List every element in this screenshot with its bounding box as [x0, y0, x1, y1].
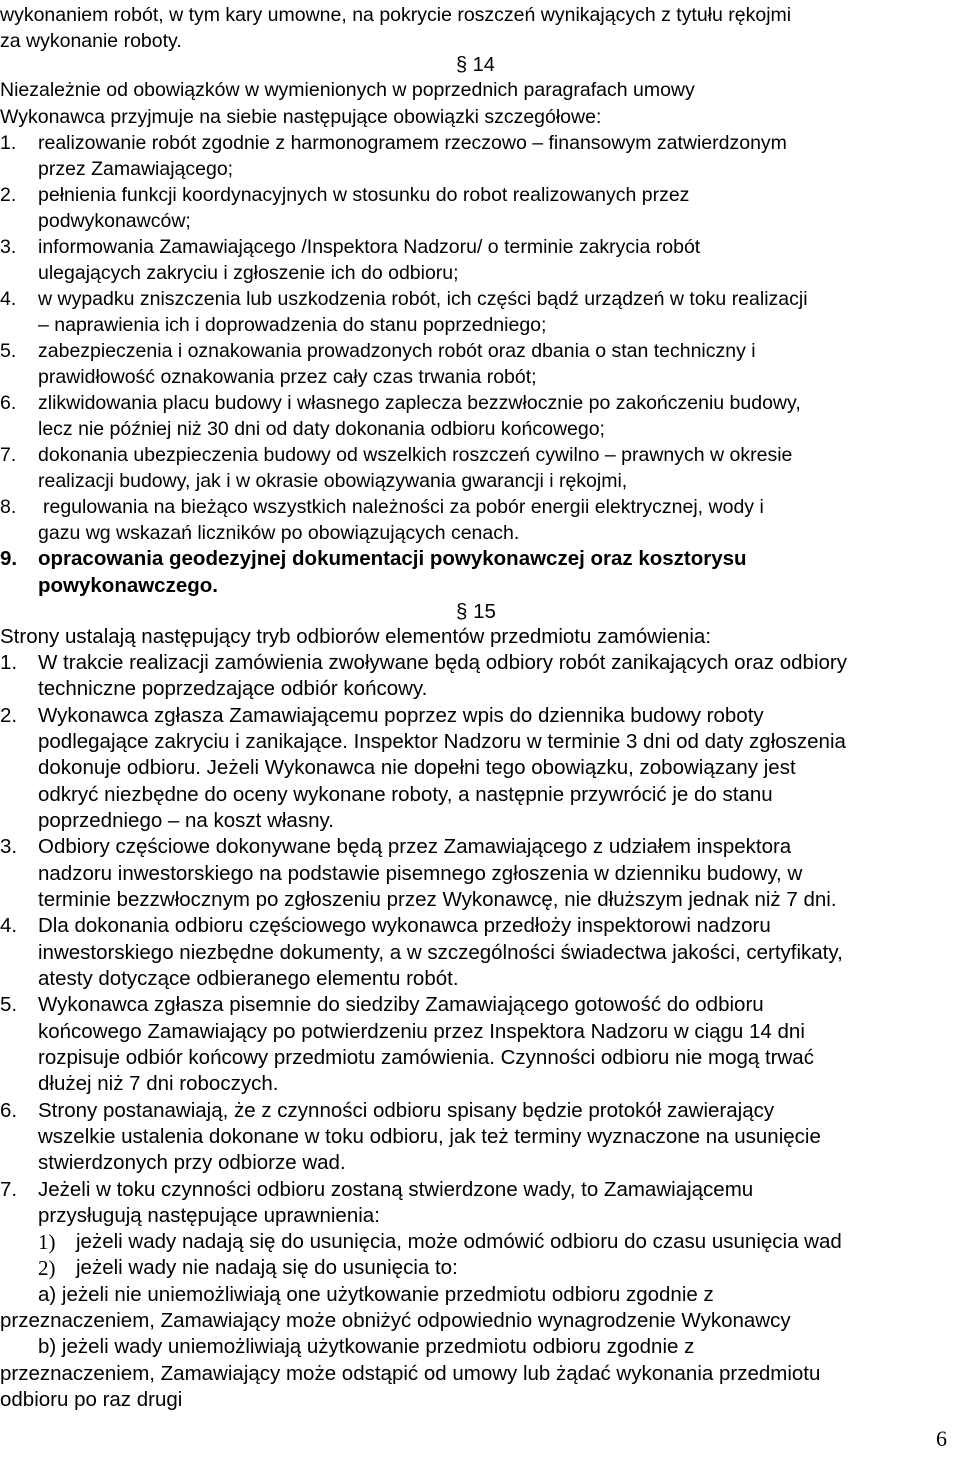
list-item-line: opracowania geodezyjnej dokumentacji powykonawczej oraz kosztorysu	[38, 547, 747, 570]
list-item-line: odkryć niezbędne do oceny wykonane roboty, a następnie przywrócić je do stanu	[38, 783, 773, 806]
list-number: 4.	[0, 914, 18, 937]
sub-b-line: odbioru po raz drugi	[0, 1388, 183, 1411]
list-number: 1.	[0, 132, 17, 154]
list-item-line: wszelkie ustalenia dokonane w toku odbioru, jak też terminy wyznaczone na usunięcie	[38, 1125, 821, 1148]
list-item-line: inwestorskiego niezbędne dokumenty, a w szczególności świadectwa jakości, certyfikaty,	[38, 941, 843, 964]
list-item-line: lecz nie później niż 30 dni od daty dokonania odbioru końcowego;	[38, 418, 605, 440]
list-item-line: nadzoru inwestorskiego na podstawie pisemnego zgłoszenia w dzienniku budowy, w	[38, 862, 803, 885]
sublist-number: 1)	[38, 1230, 56, 1254]
list-item-line: poprzedniego – na koszt własny.	[38, 809, 334, 832]
list-item-line: przysługują następujące uprawnienia:	[38, 1204, 380, 1227]
list-item-line: w wypadku zniszczenia lub uszkodzenia robót, ich części bądź urządzeń w toku realizacji	[38, 288, 808, 310]
list-item-line: podlegające zakryciu i zanikające. Inspektor Nadzoru w terminie 3 dni od daty zgłoszenia	[38, 730, 846, 753]
text-line: wykonaniem robót, w tym kary umowne, na pokrycie roszczeń wynikających z tytułu rękojmi	[0, 4, 792, 26]
list-number: 5.	[0, 340, 17, 362]
list-item-line: techniczne poprzedzające odbiór końcowy.	[38, 677, 428, 700]
sub-a-line: a) jeżeli nie uniemożliwiają one użytkowanie przedmiotu odbioru zgodnie z	[38, 1283, 714, 1306]
list-item-line: prawidłowość oznakowania przez cały czas trwania robót;	[38, 366, 537, 388]
text-line: za wykonanie roboty.	[0, 30, 182, 52]
list-item-line: stwierdzonych przy odbiorze wad.	[38, 1151, 346, 1174]
list-item-line: rozpisuje odbiór końcowy przedmiotu zamówienia. Czynności odbioru nie mogą trwać	[38, 1046, 814, 1069]
intro-line: Strony ustalają następujący tryb odbiorów elementów przedmiotu zamówienia:	[0, 625, 712, 648]
list-item-line: atesty dotyczące odbieranego elementu robót.	[38, 967, 459, 990]
list-item-line: zabezpieczenia i oznakowania prowadzonych robót oraz dbania o stan techniczny i	[38, 340, 756, 362]
sub-b-line: przeznaczeniem, Zamawiający może odstąpić od umowy lub żądać wykonania przedmiotu	[0, 1362, 821, 1385]
list-number: 5.	[0, 993, 18, 1016]
list-item-line: terminie bezzwłocznym po zgłoszeniu przez Wykonawcę, nie dłuższym jednak niż 7 dni.	[38, 888, 837, 911]
list-item-line: ulegających zakryciu i zgłoszenie ich do odbioru;	[38, 262, 459, 284]
list-item-line: gazu wg wskazań liczników po obowiązujących cenach.	[38, 522, 520, 544]
list-number: 7.	[0, 444, 17, 466]
sublist-item: jeżeli wady nie nadają się do usunięcia to:	[76, 1256, 458, 1279]
list-item-line: końcowego Zamawiający po potwierdzeniu przez Inspektora Nadzoru w ciągu 14 dni	[38, 1020, 805, 1043]
list-item-line: przez Zamawiającego;	[38, 158, 234, 180]
sub-b-line: b) jeżeli wady uniemożliwiają użytkowanie przedmiotu odbioru zgodnie z	[38, 1335, 695, 1358]
list-item-line: Strony postanawiają, że z czynności odbioru spisany będzie protokół zawierający	[38, 1099, 775, 1122]
list-item-line: powykonawczego.	[38, 574, 218, 597]
list-item-line: – naprawienia ich i doprowadzenia do stanu poprzedniego;	[38, 314, 547, 336]
list-number: 9.	[0, 547, 18, 570]
list-number: 8.	[0, 496, 17, 518]
list-number: 3.	[0, 236, 17, 258]
list-item-line: pełnienia funkcji koordynacyjnych w stosunku do robot realizowanych przez	[38, 184, 690, 206]
list-number: 3.	[0, 835, 18, 858]
list-number: 4.	[0, 288, 17, 310]
sublist-item: jeżeli wady nadają się do usunięcia, może odmówić odbioru do czasu usunięcia wad	[76, 1230, 842, 1253]
sublist-number: 2)	[38, 1256, 56, 1280]
list-item-line: zlikwidowania placu budowy i własnego zaplecza bezzwłocznie po zakończeniu budowy,	[38, 392, 801, 414]
list-item-line: Odbiory częściowe dokonywane będą przez Zamawiającego z udziałem inspektora	[38, 835, 792, 858]
section-heading-15: § 15	[456, 600, 496, 623]
list-number: 7.	[0, 1178, 18, 1201]
list-item-line: informowania Zamawiającego /Inspektora Nadzoru/ o terminie zakrycia robót	[38, 236, 701, 258]
section-heading-14: § 14	[456, 54, 495, 76]
list-item-line: Dla dokonania odbioru częściowego wykonawca przedłoży inspektorowi nadzoru	[38, 914, 771, 937]
list-item-line: dokonania ubezpieczenia budowy od wszelkich roszczeń cywilno – prawnych w okresie	[38, 444, 793, 466]
sub-a-line: przeznaczeniem, Zamawiający może obniżyć odpowiednio wynagrodzenie Wykonawcy	[0, 1309, 791, 1332]
list-item-line: regulowania na bieżąco wszystkich należności za pobór energii elektrycznej, wody i	[43, 496, 764, 518]
list-item-line: realizacji budowy, jak i w okrasie obowiązywania gwarancji i rękojmi,	[38, 470, 628, 492]
list-item-line: realizowanie robót zgodnie z harmonogramem rzeczowo – finansowym zatwierdzonym	[38, 132, 787, 154]
intro-line: Niezależnie od obowiązków w wymienionych w poprzednich paragrafach umowy	[0, 79, 695, 101]
page-number: 6	[936, 1426, 947, 1451]
list-number: 1.	[0, 651, 18, 674]
list-number: 2.	[0, 184, 17, 206]
intro-line: Wykonawca przyjmuje na siebie następujące obowiązki szczegółowe:	[0, 106, 602, 128]
list-item-line: Wykonawca zgłasza pisemnie do siedziby Zamawiającego gotowość do odbioru	[38, 993, 764, 1016]
list-item-line: W trakcie realizacji zamówienia zwoływane będą odbiory robót zanikających oraz odbiory	[38, 651, 847, 674]
list-item-line: dłużej niż 7 dni roboczych.	[38, 1072, 279, 1095]
list-item-line: Wykonawca zgłasza Zamawiającemu poprzez wpis do dziennika budowy roboty	[38, 704, 764, 727]
list-number: 6.	[0, 392, 17, 414]
list-item-line: podwykonawców;	[38, 210, 191, 232]
list-number: 6.	[0, 1099, 18, 1122]
list-item-line: dokonuje odbioru. Jeżeli Wykonawca nie dopełni tego obowiązku, zobowiązany jest	[38, 756, 796, 779]
list-item-line: Jeżeli w toku czynności odbioru zostaną stwierdzone wady, to Zamawiającemu	[38, 1178, 754, 1201]
list-number: 2.	[0, 704, 18, 727]
